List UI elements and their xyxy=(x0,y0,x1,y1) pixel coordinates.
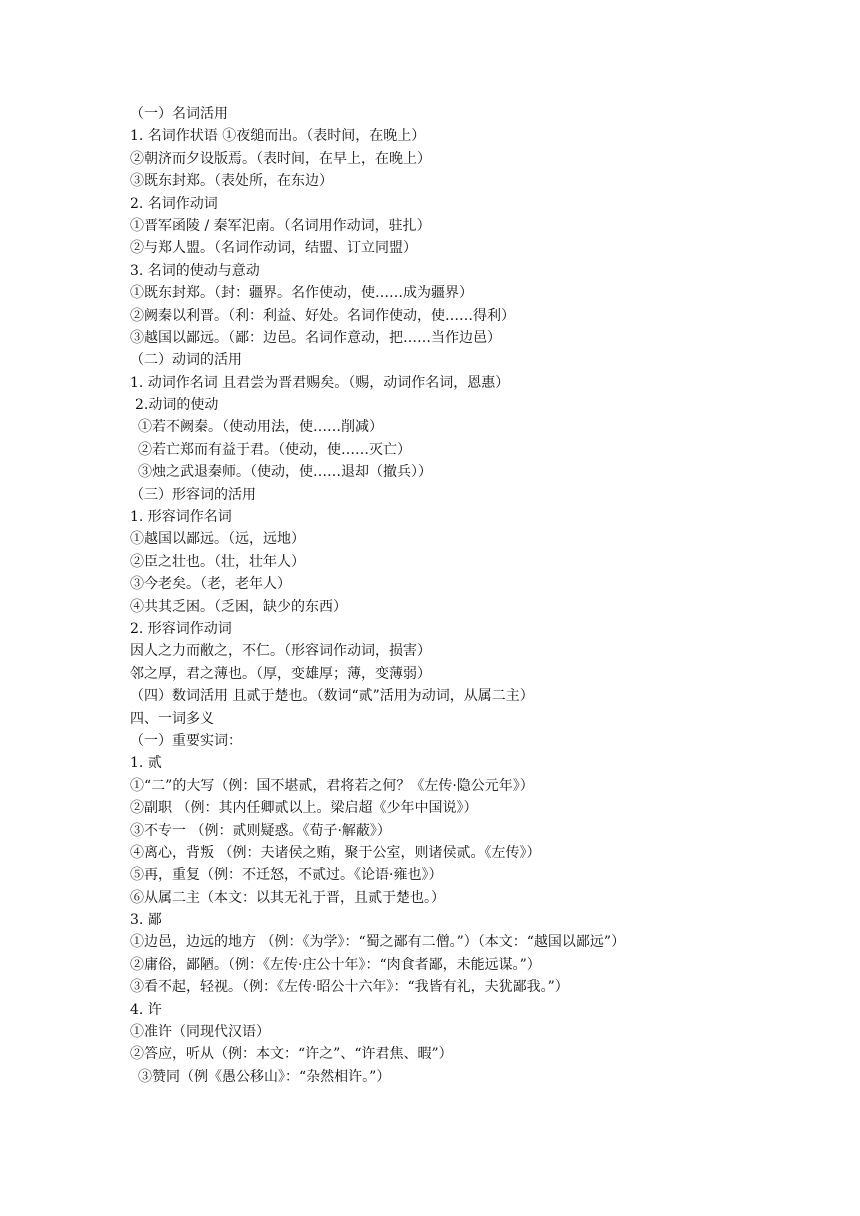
text-line: 四、一词多义 xyxy=(130,710,214,727)
text-line: 3. 鄙 xyxy=(130,912,162,929)
text-line: ③今老矣。（老，老年人） xyxy=(130,576,291,593)
text-line: ①“二”的大写（例：国不堪贰，君将若之何？《左传·隐公元年》） xyxy=(130,777,534,794)
text-line: ②朝济而夕设版焉。（表时间，在早上，在晚上） xyxy=(130,150,431,167)
text-line: 因人之力而敝之，不仁。（形容词作动词，损害） xyxy=(130,643,431,660)
text-line: ②若亡郑而有益于君。（使动，使……灭亡） xyxy=(138,441,411,458)
text-line: ⑤再，重复（例：不迁怒，不贰过。《论语·雍也》） xyxy=(130,867,443,884)
text-line: ①若不阙秦。（使动用法，使……削减） xyxy=(138,419,383,436)
text-line: 4. 许 xyxy=(130,1001,162,1018)
text-line: （一）重要实词： xyxy=(130,732,242,749)
text-line: ①越国以鄙远。（远，远地） xyxy=(130,531,305,548)
text-line: ②臣之壮也。（壮，壮年人） xyxy=(130,553,305,570)
text-line: ①准许（同现代汉语） xyxy=(130,1024,270,1041)
text-line: 2.动词的使动 xyxy=(135,397,219,414)
text-line: 2. 形容词作动词 xyxy=(130,620,232,637)
text-line: （二）动词的活用 xyxy=(130,352,242,369)
text-line: ③不专一 （例：贰则疑惑。《荀子·解蔽》） xyxy=(130,822,391,839)
text-line: 1. 形容词作名词 xyxy=(130,509,232,526)
text-line: ③看不起，轻视。（例：《左传·昭公十六年》：“我皆有礼，夫犹鄙我。”） xyxy=(130,979,569,996)
text-line: ③赞同（例《愚公移山》：“杂然相许。”） xyxy=(138,1068,391,1085)
document-body xyxy=(130,103,830,1088)
text-line: ①边邑，边远的地方 （例：《为学》：“蜀之鄙有二僧。”）（本文：“越国以鄙远”） xyxy=(130,934,626,951)
text-line: ②与郑人盟。（名词作动词，结盟、订立同盟） xyxy=(130,240,417,257)
text-line: ②阙秦以利晋。（利：利益、好处。名词作使动，使……得利） xyxy=(130,307,515,324)
text-line: ②副职 （例：其内任卿贰以上。梁启超《少年中国说》） xyxy=(130,800,478,817)
text-line: （四）数词活用 且贰于楚也。（数词“贰”活用为动词，从属二主） xyxy=(130,688,534,705)
text-line: （一）名词活用 xyxy=(130,106,228,122)
text-line: 1. 贰 xyxy=(130,755,162,772)
text-line: ④离心，背叛 （例：夫诸侯之贿，聚于公室，则诸侯贰。《左传》） xyxy=(130,844,541,861)
text-line: ③烛之武退秦师。（使动，使……退却（撤兵）） xyxy=(138,464,432,481)
text-line: （三）形容词的活用 xyxy=(130,486,256,503)
text-line: 3. 名词的使动与意动 xyxy=(130,262,260,279)
text-line: ③既东封郑。（表处所，在东边） xyxy=(130,173,333,190)
text-line: ④共其乏困。（乏困，缺少的东西） xyxy=(130,598,347,615)
text-line: 1. 动词作名词 且君尝为晋君赐矣。（赐，动词作名词，恩惠） xyxy=(130,374,510,391)
text-line: ⑥从属二主（本文：以其无礼于晋，且贰于楚也。） xyxy=(130,889,445,906)
text-line: ①既东封郑。（封：疆界。名作使动，使……成为疆界） xyxy=(130,285,473,302)
text-line: ②庸俗，鄙陋。（例：《左传·庄公十年》：“肉食者鄙，未能远谋。”） xyxy=(130,956,541,973)
text-line: ②答应，听从（例：本文：“许之”、“许君焦、暇”） xyxy=(130,1046,453,1063)
text-line: ③越国以鄙远。（鄙：边邑。名词作意动，把……当作边邑） xyxy=(130,329,501,346)
text-line: 2. 名词作动词 xyxy=(130,195,218,212)
text-line: 邻之厚，君之薄也。（厚，变雄厚；薄，变薄弱） xyxy=(130,665,431,682)
text-line: ①晋军函陵 / 秦军汜南。（名词用作动词，驻扎） xyxy=(130,217,431,234)
text-line: 1. 名词作状语 ①夜缒而出。（表时间，在晚上） xyxy=(130,128,426,145)
